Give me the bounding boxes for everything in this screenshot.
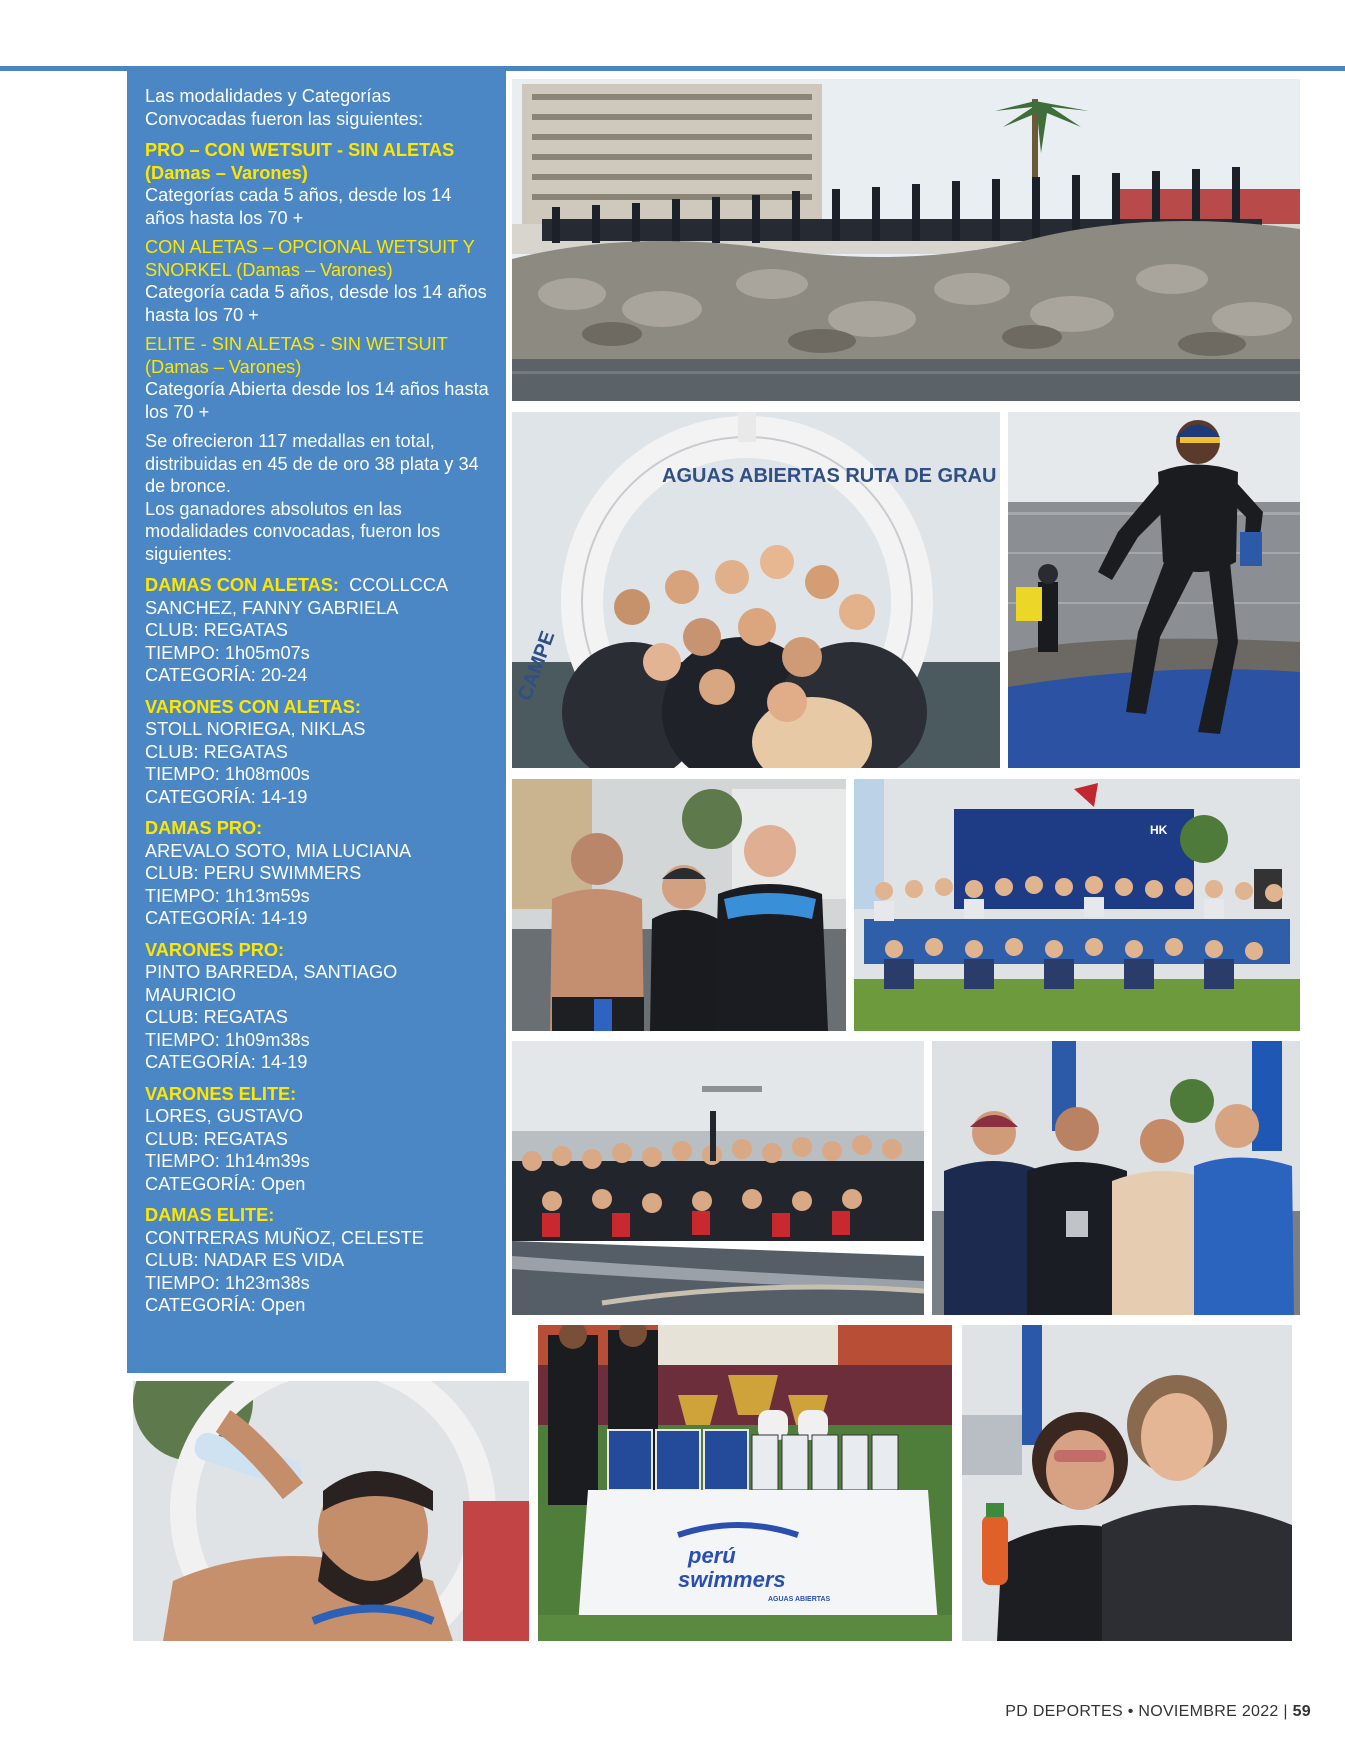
table-logo-line2: swimmers xyxy=(678,1567,786,1592)
winners-intro: Los ganadores absolutos en las modalidades convocadas, fueron los siguientes: xyxy=(145,498,441,564)
winner-heading: VARONES PRO: xyxy=(145,939,285,960)
winner-damas-con-aletas xyxy=(145,574,490,687)
page-number: 59 xyxy=(1292,1703,1311,1720)
results-sidebar xyxy=(127,71,506,1373)
winner-heading: DAMAS CON ALETAS: xyxy=(145,575,339,595)
winner-name: STOLL NORIEGA, NIKLAS xyxy=(145,719,366,739)
footer-bullet: • xyxy=(1127,1703,1134,1720)
photo-medal-winners xyxy=(932,1041,1300,1315)
winner-time: TIEMPO: 1h05m07s xyxy=(145,642,310,663)
winner-time: TIEMPO: 1h08m00s xyxy=(145,764,310,784)
modality-description: Categoría Abierta desde los 14 años hasta los 70 + xyxy=(145,379,489,422)
winner-category: CATEGORÍA: 14-19 xyxy=(145,908,308,928)
ring-text-2: CAMPE xyxy=(514,628,560,704)
winner-club: CLUB: NADAR ES VIDA xyxy=(145,1250,345,1270)
winner-club: CLUB: REGATAS xyxy=(145,1128,288,1149)
table-logo-line1: perú xyxy=(688,1543,736,1568)
photo-man-drinking xyxy=(133,1381,529,1641)
winner-damas-pro xyxy=(145,817,490,930)
winner-category: CATEGORÍA: 14-19 xyxy=(145,1052,308,1072)
winner-category: CATEGORÍA: 20-24 xyxy=(145,665,308,685)
winner-heading: VARONES ELITE: xyxy=(145,1083,297,1104)
winner-name: PINTO BARREDA, SANTIAGO MAURICIO xyxy=(145,962,398,1005)
winner-heading: DAMAS PRO: xyxy=(145,818,263,838)
photo-award-ceremony xyxy=(854,779,1300,1031)
winner-club: CLUB: PERU SWIMMERS xyxy=(145,863,362,883)
backdrop-brand: HK xyxy=(1150,823,1168,837)
modality-con-aletas xyxy=(145,236,490,326)
publication-name: PD DEPORTES xyxy=(1005,1703,1123,1720)
page-footer xyxy=(1005,1703,1311,1721)
photo-two-women xyxy=(962,1325,1292,1641)
modality-heading: CON ALETAS – OPCIONAL WETSUIT Y SNORKEL (Damas – Varones) xyxy=(145,237,475,280)
winner-heading: VARONES CON ALETAS: xyxy=(145,696,361,717)
modality-description: Categoría cada 5 años, desde los 14 años hasta los 70 + xyxy=(145,282,487,325)
winner-category: CATEGORÍA: 14-19 xyxy=(145,786,308,807)
winner-time: TIEMPO: 1h09m38s xyxy=(145,1029,310,1050)
modality-heading: PRO – CON WETSUIT - SIN ALETAS xyxy=(145,140,455,160)
winner-name: CONTRERAS MUÑOZ, CELESTE xyxy=(145,1227,424,1248)
modality-heading: ELITE - SIN ALETAS - SIN WETSUIT (Damas – Varones) xyxy=(145,334,448,377)
winner-time: TIEMPO: 1h13m59s xyxy=(145,885,310,906)
issue-date: NOVIEMBRE 2022 xyxy=(1138,1703,1279,1720)
modality-subheading: (Damas – Varones) xyxy=(145,162,308,183)
photo-boat-group xyxy=(512,1041,924,1315)
winner-club: CLUB: REGATAS xyxy=(145,741,288,762)
modality-pro xyxy=(145,139,490,229)
photo-breakwater-swimmers xyxy=(512,79,1300,401)
intro-text: Las modalidades y Categorías Convocadas fueron las siguientes: xyxy=(145,86,424,129)
winner-heading: DAMAS ELITE: xyxy=(145,1205,275,1225)
winner-time: TIEMPO: 1h23m38s xyxy=(145,1272,310,1293)
medals-text: Se ofrecieron 117 medallas en total, distribuidas en 45 de de oro 38 plata y 34 de bronce. xyxy=(145,431,479,496)
footer-separator: | xyxy=(1283,1703,1288,1720)
winner-name: AREVALO SOTO, MIA LUCIANA xyxy=(145,840,412,861)
winner-varones-elite xyxy=(145,1083,490,1196)
winner-club: CLUB: REGATAS xyxy=(145,620,288,640)
modality-elite xyxy=(145,333,490,423)
ring-text: AGUAS ABIERTAS RUTA DE GRAU xyxy=(662,465,997,487)
winner-varones-con-aletas xyxy=(145,696,490,809)
winner-varones-pro xyxy=(145,939,490,1074)
modality-description: Categorías cada 5 años, desde los 14 años hasta los 70 + xyxy=(145,185,452,228)
photo-group-ring xyxy=(512,412,1000,768)
winner-club: CLUB: REGATAS xyxy=(145,1007,288,1027)
photo-three-swimmers xyxy=(512,779,846,1031)
winner-name: CCOLLCCA SANCHEZ, FANNY GABRIELA xyxy=(145,575,448,618)
table-logo-tag: AGUAS ABIERTAS xyxy=(768,1596,831,1603)
winner-damas-elite xyxy=(145,1204,490,1317)
winner-category: CATEGORÍA: Open xyxy=(145,1295,306,1315)
photo-swimmer-exit xyxy=(1008,412,1300,768)
photo-trophy-table xyxy=(538,1325,952,1641)
winner-category: CATEGORÍA: Open xyxy=(145,1173,306,1194)
winner-time: TIEMPO: 1h14m39s xyxy=(145,1151,310,1171)
winner-name: LORES, GUSTAVO xyxy=(145,1106,303,1126)
